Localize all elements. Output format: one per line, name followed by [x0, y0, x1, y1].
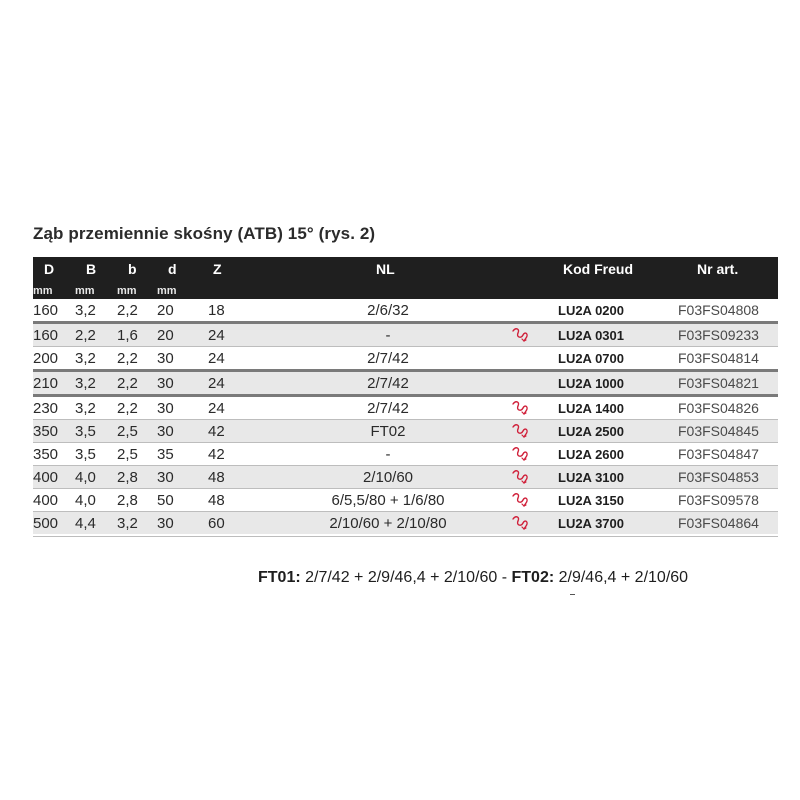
table-row [33, 369, 778, 394]
cell-NL: 2/10/60 + 2/10/80 [329, 515, 447, 532]
cell-b: 1,6 [117, 327, 138, 344]
table-bottom-rule [33, 536, 778, 537]
silent-blade-icon [509, 398, 533, 418]
cell-B: 3,5 [75, 446, 96, 463]
cell-kod-freud: LU2A 2500 [558, 424, 624, 439]
cell-d: 30 [157, 350, 174, 367]
table-row [33, 511, 778, 534]
cell-kod-freud: LU2A 3700 [558, 516, 624, 531]
cell-d: 30 [157, 515, 174, 532]
cell-D: 350 [33, 446, 59, 463]
header-nr-art: Nr art. [697, 261, 739, 277]
cell-D: 210 [33, 375, 59, 392]
cell-d: 30 [157, 469, 174, 486]
cell-NL: 6/5,5/80 + 1/6/80 [331, 492, 445, 509]
cell-Z: 24 [208, 375, 225, 392]
cell-NL: 2/7/42 [367, 350, 409, 367]
cell-kod-freud: LU2A 2600 [558, 447, 624, 462]
cell-nr-art: F03FS04864 [678, 515, 759, 531]
table-row [33, 394, 778, 419]
cell-Z: 24 [208, 350, 225, 367]
cell-d: 50 [157, 492, 174, 509]
header-B: B [86, 261, 97, 277]
cell-nr-art: F03FS04808 [678, 302, 759, 318]
cell-kod-freud: LU2A 0200 [558, 303, 624, 318]
unit-b: mm [117, 285, 137, 297]
table-row [33, 442, 778, 465]
header-kod-freud: Kod Freud [563, 261, 633, 277]
header-D: D [44, 261, 55, 277]
silent-blade-icon [509, 467, 533, 487]
cell-nr-art: F03FS04847 [678, 446, 759, 462]
cell-nr-art: F03FS09233 [678, 327, 759, 343]
cell-Z: 18 [208, 302, 225, 319]
header-Z: Z [213, 261, 222, 277]
cell-D: 160 [33, 327, 59, 344]
silent-blade-icon [509, 421, 533, 441]
cell-kod-freud: LU2A 3150 [558, 493, 624, 508]
cell-D: 500 [33, 515, 59, 532]
cell-D: 400 [33, 469, 59, 486]
cell-d: 30 [157, 400, 174, 417]
cell-b: 2,8 [117, 492, 138, 509]
cell-NL: FT02 [370, 423, 406, 440]
ft02-label: FT02: [511, 569, 555, 586]
cell-NL: 2/7/42 [367, 400, 409, 417]
cell-b: 2,2 [117, 375, 138, 392]
cell-b: 2,5 [117, 446, 138, 463]
cell-Z: 60 [208, 515, 225, 532]
cell-B: 3,2 [75, 302, 96, 319]
footnote-mark [570, 594, 575, 595]
table-row [33, 321, 778, 346]
cell-B: 4,0 [75, 492, 96, 509]
cell-d: 35 [157, 446, 174, 463]
ft01-label: FT01: [258, 569, 301, 586]
unit-B: mm [75, 285, 95, 297]
cell-B: 3,2 [75, 350, 96, 367]
cell-D: 200 [33, 350, 59, 367]
cell-B: 4,4 [75, 515, 96, 532]
cell-B: 3,2 [75, 400, 96, 417]
cell-nr-art: F03FS04853 [678, 469, 759, 485]
cell-nr-art: F03FS04814 [678, 350, 759, 366]
cell-D: 230 [33, 400, 59, 417]
cell-kod-freud: LU2A 0301 [558, 328, 624, 343]
cell-NL: - [385, 327, 391, 344]
section-title: Ząb przemiennie skośny (ATB) 15° (rys. 2) [33, 224, 376, 243]
cell-kod-freud: LU2A 0700 [558, 351, 624, 366]
header-NL: NL [376, 261, 395, 277]
cell-NL: - [385, 446, 391, 463]
cell-nr-art: F03FS04826 [678, 400, 759, 416]
cell-B: 2,2 [75, 327, 96, 344]
header-d: d [168, 261, 177, 277]
cell-Z: 24 [208, 327, 225, 344]
cell-D: 350 [33, 423, 59, 440]
table-row [33, 299, 778, 321]
table-row [33, 346, 778, 369]
unit-d: mm [157, 285, 177, 297]
cell-NL: 2/10/60 [362, 469, 414, 486]
silent-blade-icon [509, 325, 533, 345]
cell-b: 3,2 [117, 515, 138, 532]
cell-kod-freud: LU2A 3100 [558, 470, 624, 485]
header-b: b [128, 261, 137, 277]
table-row [33, 419, 778, 442]
silent-blade-icon [509, 444, 533, 464]
cell-d: 30 [157, 423, 174, 440]
unit-D: mm [33, 285, 53, 297]
cell-b: 2,2 [117, 400, 138, 417]
cell-D: 400 [33, 492, 59, 509]
table-body [33, 299, 778, 534]
cell-Z: 48 [208, 492, 225, 509]
cell-Z: 42 [208, 423, 225, 440]
cell-kod-freud: LU2A 1000 [558, 376, 624, 391]
cell-d: 30 [157, 375, 174, 392]
silent-blade-icon [509, 513, 533, 533]
cell-B: 4,0 [75, 469, 96, 486]
table-row [33, 465, 778, 488]
cell-d: 20 [157, 302, 174, 319]
table-row [33, 488, 778, 511]
cell-b: 2,2 [117, 350, 138, 367]
cell-Z: 42 [208, 446, 225, 463]
cell-d: 20 [157, 327, 174, 344]
cell-NL: 2/6/32 [367, 302, 409, 319]
product-table [33, 257, 778, 534]
silent-blade-icon [509, 490, 533, 510]
cell-b: 2,5 [117, 423, 138, 440]
cell-B: 3,2 [75, 375, 96, 392]
cell-Z: 48 [208, 469, 225, 486]
ft02-value: 2/9/46,4 + 2/10/60 [554, 569, 689, 586]
table-header [33, 257, 778, 299]
cell-nr-art: F03FS04821 [678, 375, 759, 391]
cell-Z: 24 [208, 400, 225, 417]
cell-b: 2,2 [117, 302, 138, 319]
cell-B: 3,5 [75, 423, 96, 440]
ft01-value: 2/7/42 + 2/9/46,4 + 2/10/60 - [300, 569, 512, 586]
cell-D: 160 [33, 302, 59, 319]
footnote [258, 569, 688, 587]
cell-nr-art: F03FS09578 [678, 492, 759, 508]
cell-NL: 2/7/42 [367, 375, 409, 392]
cell-kod-freud: LU2A 1400 [558, 401, 624, 416]
cell-b: 2,8 [117, 469, 138, 486]
cell-nr-art: F03FS04845 [678, 423, 759, 439]
